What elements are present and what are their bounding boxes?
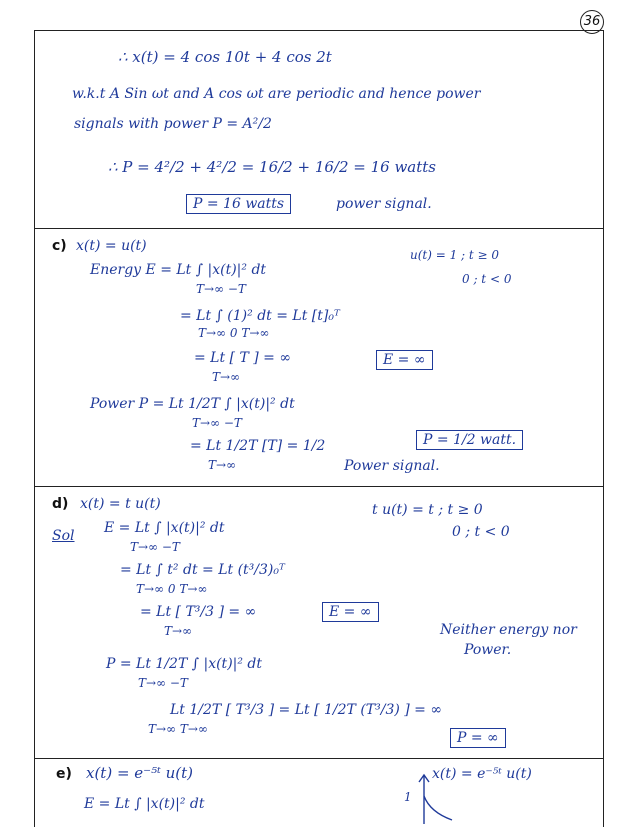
part-label: e) (56, 766, 72, 782)
note: Power signal. (344, 458, 440, 474)
limit-sub: T→∞ −T (130, 540, 180, 554)
solution-label: Sol (52, 528, 75, 544)
definition: 0 ; t < 0 (462, 272, 512, 286)
limit-sub: T→∞ −T (192, 416, 242, 430)
note: Power. (464, 642, 512, 658)
result-box: E = ∞ (322, 602, 379, 622)
note: power signal. (336, 196, 432, 212)
section-divider (34, 758, 604, 759)
part-heading: x(t) = u(t) (76, 238, 147, 254)
page-number: 36 (580, 10, 604, 34)
limit-sub: T→∞ 0 T→∞ (198, 326, 270, 340)
result-box: P = 16 watts (186, 194, 291, 214)
text-line: signals with power P = A²/2 (74, 116, 272, 132)
result-box: P = ∞ (450, 728, 506, 748)
limit-sub: T→∞ T→∞ (148, 722, 208, 736)
note: Neither energy nor (440, 622, 577, 638)
definition: 0 ; t < 0 (452, 524, 510, 540)
equation-line: ∴ P = 4²/2 + 4²/2 = 16/2 + 16/2 = 16 watts (108, 158, 436, 176)
equation-line: = Lt [ T³/3 ] = ∞ (140, 604, 257, 620)
graph-label: x(t) = e⁻⁵ᵗ u(t) (432, 766, 532, 782)
equation-line: E = Lt ∫ |x(t)|² dt (104, 520, 225, 536)
result-box: E = ∞ (376, 350, 433, 370)
equation-line: = Lt ∫ t² dt = Lt (t³/3)₀ᵀ (120, 562, 285, 578)
equation-line: ∴ x(t) = 4 cos 10t + 4 cos 2t (118, 48, 332, 66)
equation-line: = Lt ∫ (1)² dt = Lt [t]₀ᵀ (180, 308, 340, 324)
section-divider (34, 228, 604, 229)
equation-line: P = Lt 1/2T ∫ |x(t)|² dt (106, 656, 263, 672)
definition: u(t) = 1 ; t ≥ 0 (410, 248, 500, 262)
limit-sub: T→∞ (208, 458, 237, 472)
result-box: P = 1/2 watt. (416, 430, 523, 450)
section-divider (34, 486, 604, 487)
part-heading: x(t) = e⁻⁵ᵗ u(t) (86, 764, 193, 782)
definition: t u(t) = t ; t ≥ 0 (372, 502, 483, 518)
equation-line: Energy E = Lt ∫ |x(t)|² dt (90, 262, 267, 278)
text-line: w.k.t A Sin ωt and A cos ωt are periodic and hence power (72, 86, 481, 102)
part-heading: x(t) = t u(t) (80, 496, 161, 512)
equation-line: Lt 1/2T [ T³/3 ] = Lt [ 1/2T (T³/3) ] = ∞ (170, 702, 443, 718)
equation-line: E = Lt ∫ |x(t)|² dt (84, 796, 205, 812)
equation-line: = Lt [ T ] = ∞ (194, 350, 292, 366)
part-label: c) (52, 238, 67, 254)
limit-sub: T→∞ 0 T→∞ (136, 582, 208, 596)
limit-sub: T→∞ −T (138, 676, 188, 690)
equation-line: Power P = Lt 1/2T ∫ |x(t)|² dt (90, 396, 295, 412)
limit-sub: T→∞ (164, 624, 193, 638)
part-label: d) (52, 496, 69, 512)
graph-axis-label: 1 (404, 790, 412, 804)
equation-line: = Lt 1/2T [T] = 1/2 (190, 438, 326, 454)
limit-sub: T→∞ −T (196, 282, 246, 296)
limit-sub: T→∞ (212, 370, 241, 384)
